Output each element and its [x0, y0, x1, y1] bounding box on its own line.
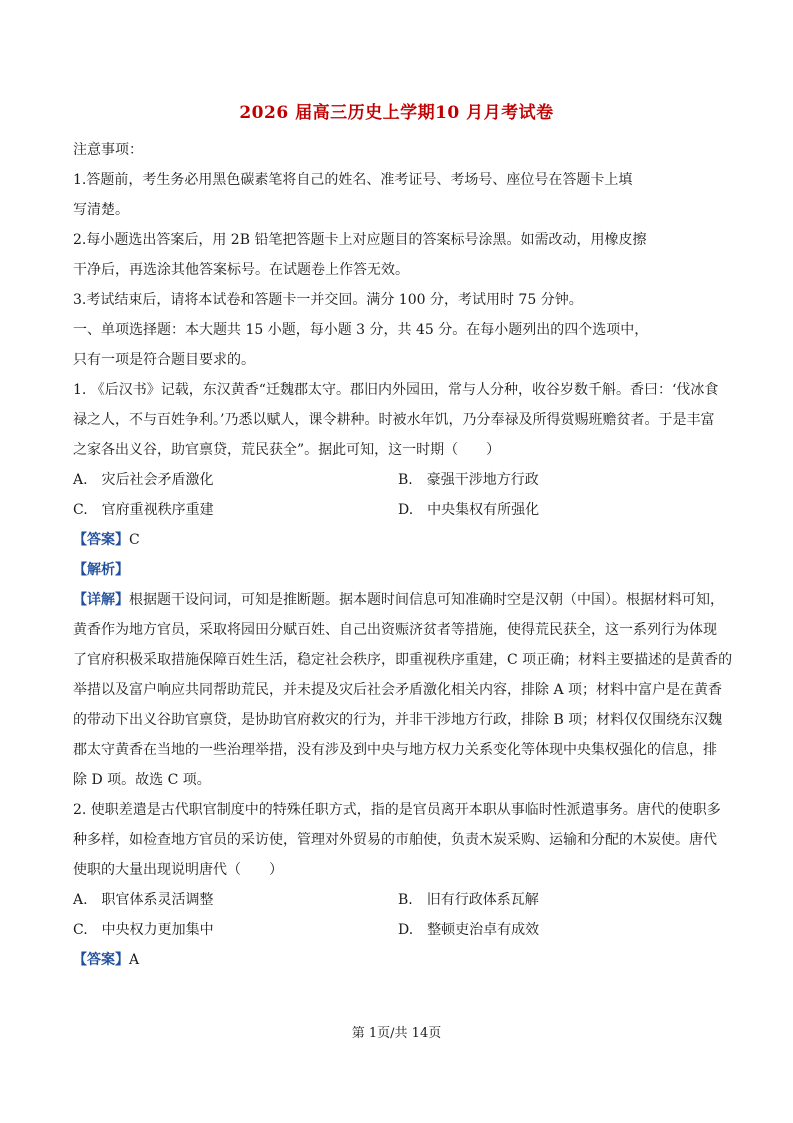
question-1-analysis: [73, 555, 723, 585]
question-1-options-row: [73, 495, 723, 525]
question-1-options-row: [73, 465, 723, 495]
section-heading: 只有一项是符合题目要求的。: [73, 352, 255, 368]
question-1-detail: 的带动下出义谷助官禀贷，是协助官府救灾的行为，并非干涉地方行政，排除 B 项；材料仅仅围绕东汉魏: [73, 712, 723, 728]
question-2-stem: 使职的大量出现说明唐代（ ）: [73, 862, 283, 878]
detail-tag: 【详解】: [73, 592, 129, 608]
analysis-tag: 【解析】: [73, 562, 129, 578]
notice-line: 1.答题前，考生务必用黑色碳素笔将自己的姓名、准考证号、考场号、座位号在答题卡上填: [73, 172, 633, 188]
question-2-stem: 2. 使职差遣是古代职官制度中的特殊任职方式，指的是官员离开本职从事临时性派遣事务。唐代的使职多: [73, 802, 721, 818]
answer-tag: 【答案】: [73, 952, 129, 968]
option-d: D. 中央集权有所强化: [398, 502, 540, 518]
question-2-options-row: [73, 885, 723, 915]
question-1-stem: 1. 《后汉书》记载，东汉黄香“迁魏郡太守。郡旧内外园田，常与人分种，收谷岁数千斛。香曰：‘伐冰食: [73, 382, 719, 398]
question-1-stem: 之家各出义谷，助官禀贷，荒民获全”。据此可知，这一时期（ ）: [73, 442, 501, 458]
page-title: 2026 届高三历史上学期10 月月考试卷: [239, 103, 554, 123]
option-b: B. 豪强干涉地方行政: [398, 472, 539, 488]
option-c: C. 中央权力更加集中: [73, 922, 214, 938]
question-2-options-row: [73, 915, 723, 945]
section-heading: 一、单项选择题：本大题共 15 小题，每小题 3 分，共 45 分。在每小题列出的四个选项中，: [73, 322, 649, 338]
notice-line: 3.考试结束后，请将本试卷和答题卡一并交回。满分 100 分，考试用时 75 分钟。: [73, 292, 583, 308]
answer-value: A: [129, 952, 140, 968]
question-1-stem: 禄之人，不与百姓争利。’乃悉以赋人，课令耕种。时被水年饥，乃分奉禄及所得赏赐班赡贫者。于是丰富: [73, 412, 715, 428]
notice-line: 写清楚。: [73, 202, 129, 218]
detail-text: 根据题干设问词，可知是推断题。据本题时间信息可知准确时空是汉朝（中国）。根据材料可知，: [129, 592, 724, 608]
option-b: B. 旧有行政体系瓦解: [398, 892, 539, 908]
answer-value: C: [129, 532, 140, 548]
exam-content: [73, 135, 733, 975]
notice-line: 2.每小题选出答案后，用 2B 铅笔把答题卡上对应题目的答案标号涂黑。如需改动，用橡皮擦: [73, 232, 647, 248]
question-2-answer: [73, 945, 723, 975]
option-a: A. 职官体系灵活调整: [73, 892, 214, 908]
page-footer: 第 1页/共 14页: [351, 1026, 442, 1041]
question-1-detail: 了官府积极采取措施保障百姓生活，稳定社会秩序，即重视秩序重建，C 项正确；材料主要描述的是黄香的: [73, 652, 733, 668]
notice-heading: 注意事项：: [73, 142, 143, 158]
question-1-answer: [73, 525, 723, 555]
option-d: D. 整顿吏治卓有成效: [398, 922, 540, 938]
option-a: A. 灾后社会矛盾激化: [73, 472, 214, 488]
answer-tag: 【答案】: [73, 532, 129, 548]
question-1-detail: 举措以及富户响应共同帮助荒民，并未提及灾后社会矛盾激化相关内容，排除 A 项；材料中富户是在黄香: [73, 682, 723, 698]
question-2-stem: 种多样，如检查地方官员的采访使，管理对外贸易的市舶使，负责木炭采购、运输和分配的木炭使。唐代: [73, 832, 717, 848]
question-1-detail: 郡太守黄香在当地的一些治理举措，没有涉及到中央与地方权力关系变化等体现中央集权强化的信息，排: [73, 742, 717, 758]
question-1-detail: 除 D 项。故选 C 项。: [73, 772, 211, 788]
notice-line: 干净后，再选涂其他答案标号。在试题卷上作答无效。: [73, 262, 409, 278]
option-c: C. 官府重视秩序重建: [73, 502, 214, 518]
question-1-detail: [73, 585, 723, 615]
question-1-detail: 黄香作为地方官员，采取将园田分赋百姓、自己出资赈济贫者等措施，使得荒民获全，这一系列行为体现: [73, 622, 717, 638]
